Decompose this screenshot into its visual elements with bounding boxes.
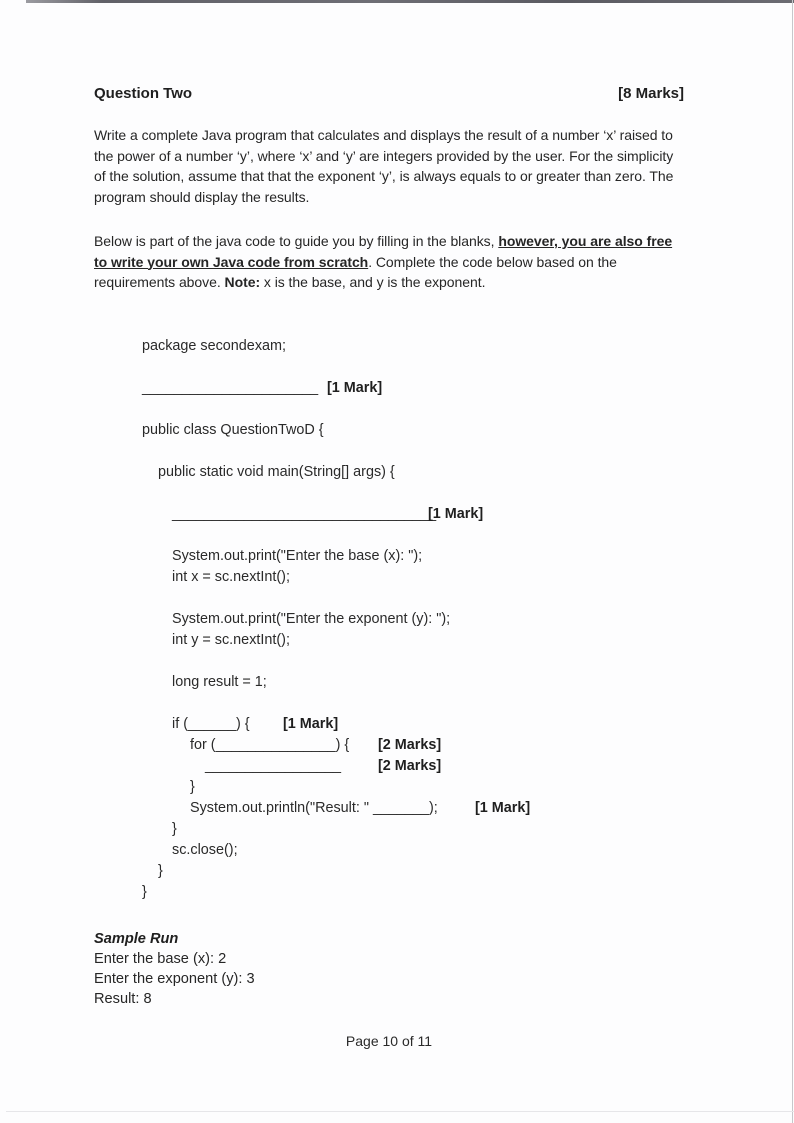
mark-label: [1 Mark]: [283, 715, 339, 732]
code-text: public class QuestionTwoD {: [142, 421, 324, 438]
page-number: Page 10 of 11: [345, 1032, 433, 1049]
code-line-println-result: [94, 798, 684, 819]
code-line-print-exponent: [94, 609, 684, 630]
instructions-text-1: Below is part of the java code to guide you by filling in the blanks,: [94, 232, 499, 249]
code-spacer: [94, 651, 684, 672]
sample-run-line: Result: 8: [94, 990, 152, 1007]
instructions-text-3: x is the base, and y is the exponent.: [260, 274, 486, 291]
code-line-result-init: [94, 672, 684, 693]
code-spacer: [94, 525, 684, 546]
code-text: System.out.println("Result: " _______);: [190, 799, 438, 816]
instructions-text-2: . Complete the code below based on the requirements above.: [94, 253, 617, 291]
code-text: System.out.print("Enter the exponent (y): ");: [172, 610, 451, 627]
code-line-class: [94, 420, 684, 441]
code-line-scanner-close: [94, 840, 684, 861]
fill-in-blank-line: [94, 378, 684, 399]
scan-edge-right: [792, 0, 794, 1123]
code-text: int y = sc.nextInt();: [172, 631, 290, 648]
note-label: Note:: [224, 274, 261, 291]
code-line-for-blank: [94, 735, 684, 756]
mark-label: [2 Marks]: [378, 736, 442, 753]
code-spacer: [94, 483, 684, 504]
scan-edge-top: [26, 0, 794, 3]
code-line-close-class: [94, 882, 684, 903]
sample-run-section: [94, 929, 684, 1009]
fill-in-blank: _________________________________: [172, 505, 437, 522]
mark-label: [1 Mark]: [475, 799, 531, 816]
code-text: if (______) {: [172, 715, 250, 732]
mark-label: [1 Mark]: [327, 379, 383, 396]
code-line-print-base: [94, 546, 684, 567]
code-text: sc.close();: [172, 841, 238, 858]
mark-label: [2 Marks]: [378, 757, 442, 774]
code-line-package: [94, 336, 684, 357]
code-text: }: [172, 820, 177, 837]
code-block: [94, 336, 684, 903]
fill-in-blank-line: [94, 504, 684, 525]
sample-run-heading: Sample Run: [94, 930, 179, 947]
fill-in-blank-line: [94, 756, 684, 777]
question-header: [94, 85, 684, 102]
code-text: for (_______________) {: [190, 736, 350, 753]
fill-in-blank: _________________: [205, 757, 342, 774]
code-line-close-for: [94, 777, 684, 798]
code-spacer: [94, 399, 684, 420]
code-line-close-if: [94, 819, 684, 840]
code-spacer: [94, 441, 684, 462]
code-text: System.out.print("Enter the base (x): ");: [172, 547, 423, 564]
code-spacer: [94, 357, 684, 378]
code-line-close-main: [94, 861, 684, 882]
intro-paragraph: Write a complete Java program that calculates and displays the result of a number ‘x’ raised to the power of a number ‘y’, where ‘x’ and ‘y’ are integers provided by the user. For the simplicity of the solution, assume that that the exponent ‘y’, is always equals to or greater than zero. The program should display the results.: [94, 127, 674, 206]
page-content: [94, 85, 684, 1049]
code-text: }: [158, 862, 163, 879]
question-title: Question Two: [94, 85, 193, 102]
code-text: long result = 1;: [172, 673, 267, 690]
code-line-read-x: [94, 567, 684, 588]
code-line-main: [94, 462, 684, 483]
instructions-paragraph: [94, 231, 684, 293]
code-line-read-y: [94, 630, 684, 651]
sample-run-line: Enter the exponent (y): 3: [94, 970, 255, 987]
code-text: }: [142, 883, 147, 900]
instructions-emphasis: however, you are also free to write your own Java code from scratch: [94, 232, 673, 270]
code-line-if-blank: [94, 714, 684, 735]
sample-run-line: Enter the base (x): 2: [94, 950, 227, 967]
mark-label: [1 Mark]: [428, 505, 484, 522]
fill-in-blank: ______________________: [142, 379, 319, 396]
code-text: package secondexam;: [142, 337, 286, 354]
code-spacer: [94, 693, 684, 714]
code-text: }: [190, 778, 195, 795]
question-marks-badge: [8 Marks]: [618, 85, 684, 102]
scan-edge-bottom: [6, 1111, 794, 1112]
code-text: int x = sc.nextInt();: [172, 568, 290, 585]
code-text: public static void main(String[] args) {: [158, 463, 395, 480]
code-spacer: [94, 588, 684, 609]
